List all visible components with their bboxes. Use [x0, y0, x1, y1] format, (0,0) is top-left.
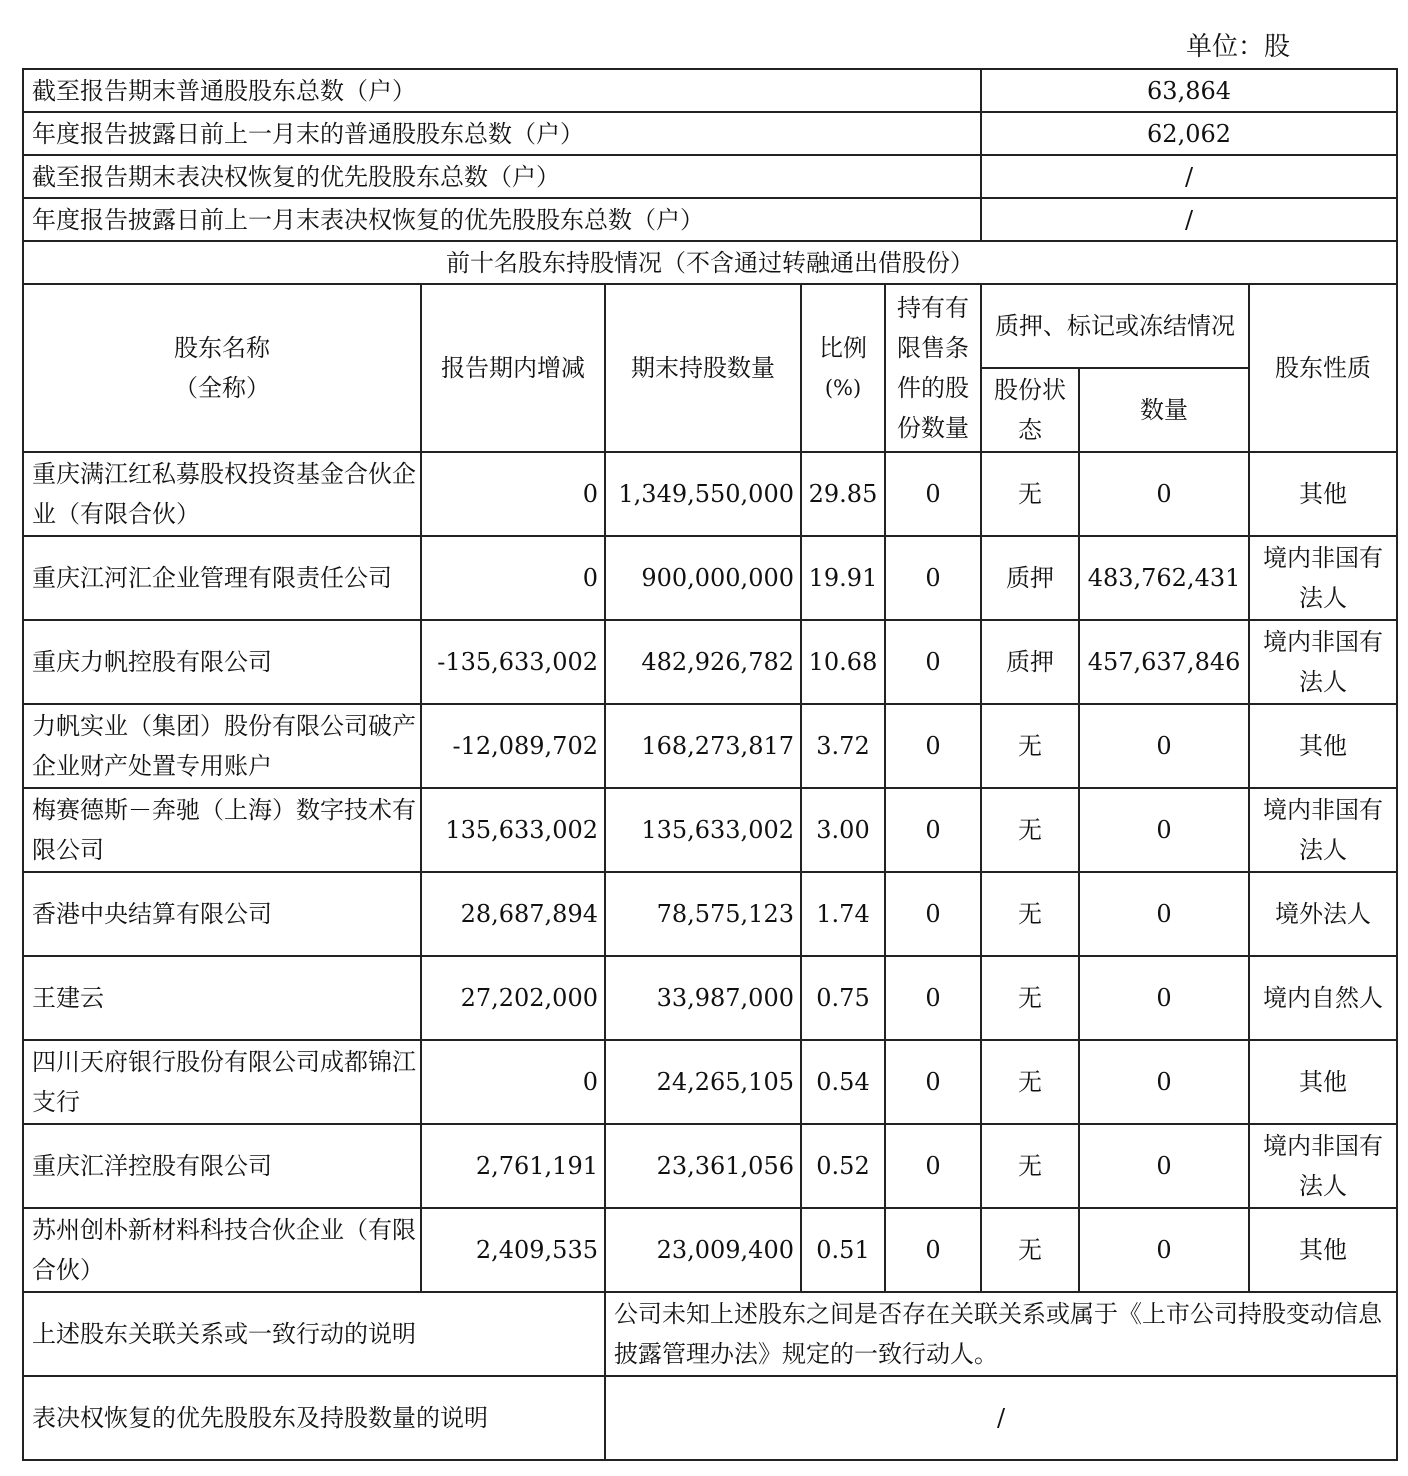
summary-label: 年度报告披露日前上一月末表决权恢复的优先股股东总数（户） — [23, 198, 981, 241]
pledge-status-cell: 无 — [981, 1040, 1079, 1124]
shareholder-name: 重庆满江红私募股权投资基金合伙企业（有限合伙） — [23, 452, 421, 536]
shares-cell: 135,633,002 — [605, 788, 801, 872]
pledge-qty-cell: 0 — [1079, 956, 1249, 1040]
nature-cell: 其他 — [1249, 1208, 1397, 1292]
ratio-cell: 0.51 — [801, 1208, 885, 1292]
change-cell: 2,409,535 — [421, 1208, 605, 1292]
table-body — [23, 69, 1397, 1460]
pledge-status-cell: 无 — [981, 1208, 1079, 1292]
header-name-line2: （全称） — [174, 374, 270, 402]
ratio-cell: 19.91 — [801, 536, 885, 620]
table-row — [23, 788, 1397, 872]
table-row — [23, 956, 1397, 1040]
note-value: / — [605, 1376, 1397, 1460]
header-nature: 股东性质 — [1249, 284, 1397, 452]
nature-cell: 境内非国有法人 — [1249, 620, 1397, 704]
header-row — [23, 284, 1397, 368]
pledge-qty-cell: 0 — [1079, 1040, 1249, 1124]
summary-row — [23, 69, 1397, 112]
summary-value: / — [981, 198, 1397, 241]
pledge-qty-cell: 0 — [1079, 1124, 1249, 1208]
header-name-line1: 股东名称 — [174, 334, 270, 362]
shareholder-table — [22, 68, 1398, 1461]
shares-cell: 33,987,000 — [605, 956, 801, 1040]
nature-cell: 境内自然人 — [1249, 956, 1397, 1040]
header-pledge-status: 股份状态 — [981, 368, 1079, 452]
note-label: 表决权恢复的优先股股东及持股数量的说明 — [23, 1376, 605, 1460]
pledge-qty-cell: 0 — [1079, 872, 1249, 956]
shares-cell: 23,361,056 — [605, 1124, 801, 1208]
top10-caption: 前十名股东持股情况（不含通过转融通出借股份） — [23, 241, 1397, 284]
change-cell: 0 — [421, 1040, 605, 1124]
pledge-qty-cell: 457,637,846 — [1079, 620, 1249, 704]
pledge-qty-cell: 0 — [1079, 452, 1249, 536]
pledge-qty-cell: 0 — [1079, 704, 1249, 788]
nature-cell: 其他 — [1249, 1040, 1397, 1124]
change-cell: 135,633,002 — [421, 788, 605, 872]
shareholder-name: 王建云 — [23, 956, 421, 1040]
summary-value: / — [981, 155, 1397, 198]
restricted-cell: 0 — [885, 872, 981, 956]
shares-cell: 482,926,782 — [605, 620, 801, 704]
change-cell: -135,633,002 — [421, 620, 605, 704]
ratio-cell: 10.68 — [801, 620, 885, 704]
summary-value: 62,062 — [981, 112, 1397, 155]
note-label: 上述股东关联关系或一致行动的说明 — [23, 1292, 605, 1376]
nature-cell: 境内非国有法人 — [1249, 1124, 1397, 1208]
pledge-qty-cell: 0 — [1079, 788, 1249, 872]
unit-label: 单位：股 — [1186, 32, 1291, 62]
top10-caption-row — [23, 241, 1397, 284]
summary-label: 截至报告期末表决权恢复的优先股股东总数（户） — [23, 155, 981, 198]
restricted-cell: 0 — [885, 704, 981, 788]
summary-value: 63,864 — [981, 69, 1397, 112]
shareholder-name: 重庆力帆控股有限公司 — [23, 620, 421, 704]
shares-cell: 24,265,105 — [605, 1040, 801, 1124]
shareholder-name: 四川天府银行股份有限公司成都锦江支行 — [23, 1040, 421, 1124]
restricted-cell: 0 — [885, 1040, 981, 1124]
table-row — [23, 1124, 1397, 1208]
table-row — [23, 1040, 1397, 1124]
shareholder-name: 苏州创朴新材料科技合伙企业（有限合伙） — [23, 1208, 421, 1292]
shareholder-name: 重庆江河汇企业管理有限责任公司 — [23, 536, 421, 620]
header-ratio — [801, 284, 885, 452]
nature-cell: 境内非国有法人 — [1249, 536, 1397, 620]
table-row — [23, 704, 1397, 788]
header-ratio-line1: 比例 — [819, 334, 867, 362]
pledge-qty-cell: 483,762,431 — [1079, 536, 1249, 620]
change-cell: 0 — [421, 536, 605, 620]
change-cell: 0 — [421, 452, 605, 536]
shares-cell: 900,000,000 — [605, 536, 801, 620]
header-change: 报告期内增减 — [421, 284, 605, 452]
pledge-status-cell: 无 — [981, 1124, 1079, 1208]
summary-row — [23, 198, 1397, 241]
change-cell: -12,089,702 — [421, 704, 605, 788]
nature-cell: 其他 — [1249, 704, 1397, 788]
pledge-status-cell: 无 — [981, 788, 1079, 872]
change-cell: 28,687,894 — [421, 872, 605, 956]
table-row — [23, 620, 1397, 704]
shareholder-name: 重庆汇洋控股有限公司 — [23, 1124, 421, 1208]
ratio-cell: 3.00 — [801, 788, 885, 872]
pledge-status-cell: 无 — [981, 872, 1079, 956]
restricted-cell: 0 — [885, 956, 981, 1040]
change-cell: 27,202,000 — [421, 956, 605, 1040]
table-row — [23, 872, 1397, 956]
restricted-cell: 0 — [885, 620, 981, 704]
nature-cell: 境内非国有法人 — [1249, 788, 1397, 872]
note-row — [23, 1376, 1397, 1460]
table-row — [23, 1208, 1397, 1292]
summary-label: 年度报告披露日前上一月末的普通股股东总数（户） — [23, 112, 981, 155]
restricted-cell: 0 — [885, 452, 981, 536]
shareholder-name: 香港中央结算有限公司 — [23, 872, 421, 956]
pledge-status-cell: 无 — [981, 452, 1079, 536]
ratio-cell: 0.54 — [801, 1040, 885, 1124]
ratio-cell: 29.85 — [801, 452, 885, 536]
ratio-cell: 1.74 — [801, 872, 885, 956]
pledge-status-cell: 质押 — [981, 620, 1079, 704]
pledge-status-cell: 无 — [981, 956, 1079, 1040]
table-row — [23, 536, 1397, 620]
header-pledge-group: 质押、标记或冻结情况 — [981, 284, 1249, 368]
header-shares-end: 期末持股数量 — [605, 284, 801, 452]
restricted-cell: 0 — [885, 1208, 981, 1292]
header-restricted: 持有有限售条件的股份数量 — [885, 284, 981, 452]
summary-row — [23, 112, 1397, 155]
ratio-cell: 0.75 — [801, 956, 885, 1040]
header-name — [23, 284, 421, 452]
note-row — [23, 1292, 1397, 1376]
pledge-status-cell: 质押 — [981, 536, 1079, 620]
header-ratio-line2: (%) — [824, 376, 862, 400]
shares-cell: 168,273,817 — [605, 704, 801, 788]
restricted-cell: 0 — [885, 1124, 981, 1208]
restricted-cell: 0 — [885, 536, 981, 620]
shares-cell: 78,575,123 — [605, 872, 801, 956]
ratio-cell: 3.72 — [801, 704, 885, 788]
nature-cell: 其他 — [1249, 452, 1397, 536]
summary-row — [23, 155, 1397, 198]
shares-cell: 1,349,550,000 — [605, 452, 801, 536]
pledge-qty-cell: 0 — [1079, 1208, 1249, 1292]
note-value: 公司未知上述股东之间是否存在关联关系或属于《上市公司持股变动信息披露管理办法》规定的一致行动人。 — [605, 1292, 1397, 1376]
restricted-cell: 0 — [885, 788, 981, 872]
header-pledge-qty: 数量 — [1079, 368, 1249, 452]
ratio-cell: 0.52 — [801, 1124, 885, 1208]
summary-label: 截至报告期末普通股股东总数（户） — [23, 69, 981, 112]
shareholder-name: 力帆实业（集团）股份有限公司破产企业财产处置专用账户 — [23, 704, 421, 788]
shareholder-name: 梅赛德斯－奔驰（上海）数字技术有限公司 — [23, 788, 421, 872]
nature-cell: 境外法人 — [1249, 872, 1397, 956]
pledge-status-cell: 无 — [981, 704, 1079, 788]
table-row — [23, 452, 1397, 536]
shares-cell: 23,009,400 — [605, 1208, 801, 1292]
change-cell: 2,761,191 — [421, 1124, 605, 1208]
